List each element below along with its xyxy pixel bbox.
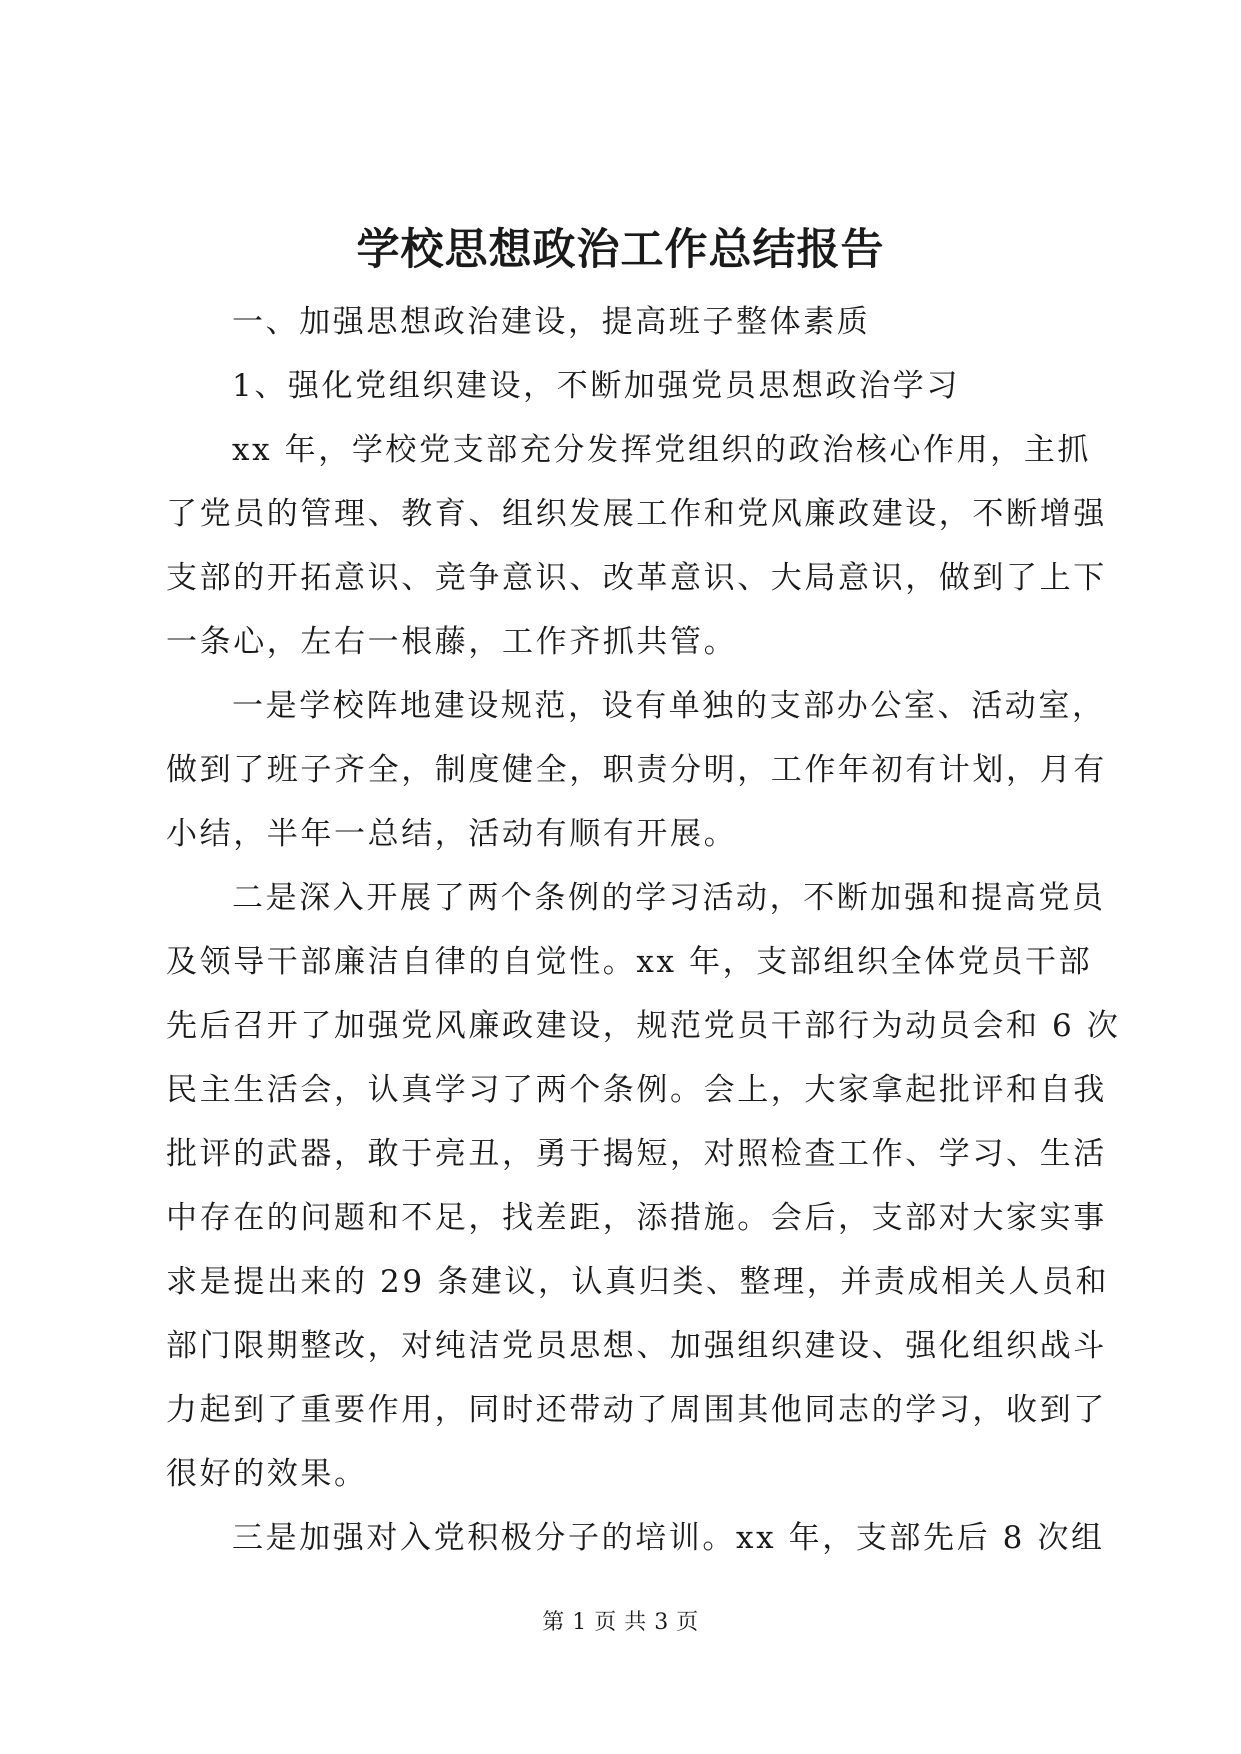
paragraph-line: 了党员的管理、教育、组织发展工作和党风廉政建设，不断增强	[166, 496, 1107, 532]
paragraph-line: 二是深入开展了两个条例的学习活动，不断加强和提高党员	[232, 880, 1106, 916]
subsection-heading: 1、强化党组织建设，不断加强党员思想政治学习	[232, 368, 960, 404]
paragraph-line: 中存在的问题和不足，找差距，添措施。会后，支部对大家实事	[166, 1200, 1107, 1236]
document-title: 学校思想政治工作总结报告	[356, 225, 885, 275]
page-footer: 第 1 页 共 3 页	[542, 1610, 699, 1635]
paragraph-line: 支部的开拓意识、竞争意识、改革意识、大局意识，做到了上下	[166, 560, 1107, 596]
paragraph-line: 小结，半年一总结，活动有顺有开展。	[166, 816, 738, 852]
paragraph-line: 很好的效果。	[166, 1456, 368, 1492]
paragraph-line: 民主生活会，认真学习了两个条例。会上，大家拿起批评和自我	[166, 1072, 1107, 1108]
paragraph-line: 求是提出来的 29 条建议，认真归类、整理，并责成相关人员和	[166, 1264, 1110, 1300]
paragraph-line: 及领导干部廉洁自律的自觉性。xx 年，支部组织全体党员干部	[166, 944, 1093, 980]
paragraph-line: xx 年，学校党支部充分发挥党组织的政治核心作用，主抓	[232, 432, 1092, 468]
paragraph-line: 先后召开了加强党风廉政建设，规范党员干部行为动员会和 6 次	[166, 1008, 1121, 1044]
paragraph-line: 做到了班子齐全，制度健全，职责分明，工作年初有计划，月有	[166, 752, 1107, 788]
section-heading: 一、加强思想政治建设，提高班子整体素质	[232, 304, 871, 340]
document-body	[166, 290, 1121, 1570]
paragraph-line: 力起到了重要作用，同时还带动了周围其他同志的学习，收到了	[166, 1392, 1107, 1428]
paragraph-line: 三是加强对入党积极分子的培训。xx 年，支部先后 8 次组	[232, 1520, 1105, 1556]
paragraph-line: 一是学校阵地建设规范，设有单独的支部办公室、活动室，	[232, 688, 1106, 724]
paragraph-line: 部门限期整改，对纯洁党员思想、加强组织建设、强化组织战斗	[166, 1328, 1107, 1364]
paragraph-line: 一条心，左右一根藤，工作齐抓共管。	[166, 624, 738, 660]
paragraph-line: 批评的武器，敢于亮丑，勇于揭短，对照检查工作、学习、生活	[166, 1136, 1107, 1172]
